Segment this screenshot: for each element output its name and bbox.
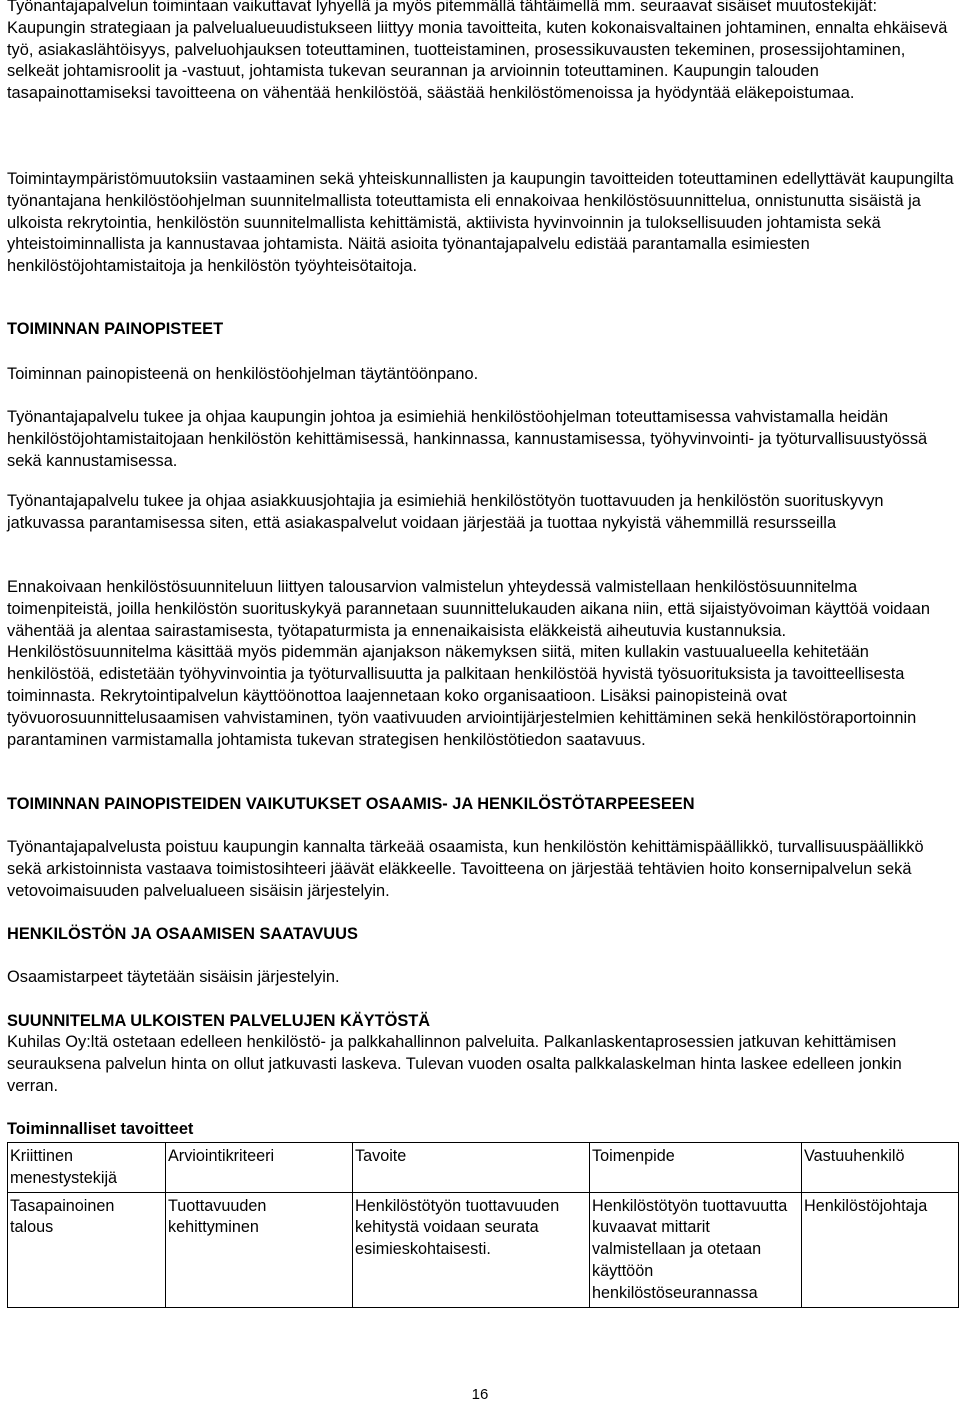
goals-section	[7, 1118, 955, 1140]
planning-wrap	[7, 577, 955, 751]
page-number: 16	[471, 1386, 489, 1403]
strategy-paragraph	[7, 18, 955, 105]
goals-heading: Toiminnalliset tavoitteet	[7, 1120, 194, 1138]
support-2-wrap	[7, 491, 955, 535]
focus-heading: TOIMINNAN PAINOPISTEET	[7, 320, 224, 338]
external-paragraph: Kuhilas Oy:ltä ostetaan edelleen henkilöstö- ja palkkahallinnon palveluita. Palkanlaskentaprosessien jatkuvan kehittämisen seurauksena palvelun hinta on ollut jatkuvasti laskeva. Tulevan vuoden osalta palkkalaskelman hinta laskee edelleen jonkin verran.	[7, 1033, 902, 1095]
planning-paragraph: Ennakoivaan henkilöstösuunniteluun liittyen talousarvion valmistelun yhteydessä valmistellaan henkilöstösuunnitelma toimenpiteistä, joilla henkilöstön suorituskykyä parannetaan suunnittelukauden aikana niin, että sijaistyövoiman käyttöä voidaan vähentää ja alentaa sairastamisesta, työtapaturmista ja ennenaikaisista eläkkeistä aiheutuvia kustannuksia. Henkilöstösuunnitelma käsittää myös pidemmän ajanjakson näkemyksen siitä, miten kullakin vastuualueella kehitetään henkilöstöä, edistetään työhyvinvointia ja työturvallisuutta ja palkitaan henkilöstöä hyvistä työsuorituksista ja tavoitteellisesta toiminnasta. Rekrytointipalvelun käyttöönottoa laajennetaan koko organisaatioon. Lisäksi painopisteinä ovat työvuorosuunnittelusaamisen vahvistaminen, työn vaativuuden arviointijärjestelmien kehittäminen sekä henkilöstöraportoinnin parantaminen varmistamalla johtamista tukevan strategisen henkilöstötiedon saatavuus.	[7, 578, 930, 749]
environment-paragraph: Toimintaympäristömuutoksiin vastaaminen sekä yhteiskunnallisten ja kaupungin tavoitteiden toteuttaminen edellyttävät kaupungilta työnantajana henkilöstöohjelman suunnitelmallista toteuttamista eli ennakoivaa henkilöstösuunnittelua, onnistunutta sisäistä ja ulkoista rekrytointia, henkilöstön suunnitelmallista kehittämistä, aktiivista hyvinvoinnin ja tuloksellisuuden johtamista sekä yhteistoiminnallista ja kannustavaa johtamista. Näitä asioita työnantajapalvelu edistää parantamalla esimiesten henkilöstöjohtamistaitoja ja henkilöstön työyhteisötaitoja.	[7, 170, 954, 276]
environment-section	[7, 169, 955, 278]
intro-paragraph: Työnantajapalvelun toimintaan vaikuttavat lyhyellä ja myös pitemmällä tähtäimellä mm. seuraavat sisäiset muutostekijät:	[7, 0, 878, 15]
external-section	[7, 1010, 955, 1097]
table-cell: Tasapainoinen talous	[8, 1192, 166, 1307]
header-cell: Kriittinen menestystekijä	[8, 1143, 166, 1193]
header-cell: Vastuuhenkilö	[802, 1143, 959, 1193]
availability-wrap	[7, 967, 955, 989]
header-cell: Arviointikriteeri	[166, 1143, 353, 1193]
focus-main-paragraph: Toiminnan painopisteenä on henkilöstöohjelman täytäntöönpano.	[7, 365, 479, 383]
table-cell: Tuottavuuden kehittyminen	[166, 1192, 353, 1307]
strategy-text-b: Kaupungin talouden tasapainottamiseksi tavoitteena on vähentää henkilöstöä, säästää henkilöstömenoissa ja hyödyntää eläkepoistumaa.	[7, 62, 855, 103]
support-paragraph-1: Työnantajapalvelu tukee ja ohjaa kaupungin johtoa ja esimiehiä henkilöstöohjelman toteuttamisessa vahvistamalla heidän henkilöstöjohtamistaitojaan henkilöstön kehittämisessä, hankinnassa, kannustamisessa, työhyvinvointi- ja työturvallisuustyössä sekä kannustamisessa.	[7, 408, 928, 470]
table-cell: Henkilöstötyön tuottavuutta kuvaavat mittarit valmistellaan ja otetaan käyttöön henkilöstöseurannassa	[590, 1192, 802, 1307]
goals-table	[7, 1142, 959, 1308]
header-cell: Toimenpide	[590, 1143, 802, 1193]
availability-heading: HENKILÖSTÖN JA OSAAMISEN SAATAVUUS	[7, 925, 358, 943]
table-cell: Henkilöstötyön tuottavuuden kehitystä voidaan seurata esimieskohtaisesti.	[353, 1192, 590, 1307]
focus-main-wrap	[7, 364, 955, 386]
external-heading: SUUNNITELMA ULKOISTEN PALVELUJEN KÄYTÖSTÄ	[7, 1012, 431, 1030]
focus-section	[7, 318, 955, 340]
competence-paragraph: Työnantajapalvelusta poistuu kaupungin kannalta tärkeää osaamista, kun henkilöstön kehittämispäällikkö, turvallisuuspäällikkö sekä arkistoinnista vastaava toimistosihteeri jäävät eläkkeelle. Tavoitteena on järjestää tehtävien hoito konsernipalvelun sekä vetovoimaisuuden palvelualueen sisäisin järjestelyin.	[7, 838, 924, 900]
intro-section	[7, 0, 955, 105]
availability-section	[7, 923, 955, 945]
table-header-row	[8, 1143, 959, 1193]
strategy-text-a: Kaupungin strategiaan ja palvelualueuudistukseen liittyy monia tavoitteita, kuten kokonaisvaltainen johtaminen, ennalta ehkäisevä työ, asiakaslähtöisyys, palveluohjauksen toteuttaminen, tuotteistaminen, prosessikuvausten tekeminen, prosessijohtaminen, selkeät johtamisroolit ja -vastuut, johtamista tukevan seurannan ja arvioinnin toteuttaminen.	[7, 18, 948, 81]
impacts-heading: TOIMINNAN PAINOPISTEIDEN VAIKUTUKSET OSAAMIS- JA HENKILÖSTÖTARPEESEEN	[7, 795, 695, 813]
support-paragraph-2: Työnantajapalvelu tukee ja ohjaa asiakkuusjohtajia ja esimiehiä henkilöstötyön tuottavuuden ja henkilöstön suorituskyvyn jatkuvassa parantamisessa siten, että asiakaspalvelut voidaan järjestää ja tuottaa nykyistä vähemmillä resursseilla	[7, 492, 884, 532]
table-row	[8, 1192, 959, 1307]
header-cell: Tavoite	[353, 1143, 590, 1193]
impacts-section	[7, 793, 955, 815]
competence-wrap	[7, 837, 955, 902]
availability-paragraph: Osaamistarpeet täytetään sisäisin järjestelyin.	[7, 968, 340, 986]
support-1-wrap	[7, 407, 955, 472]
table-cell: Henkilöstöjohtaja	[802, 1192, 959, 1307]
